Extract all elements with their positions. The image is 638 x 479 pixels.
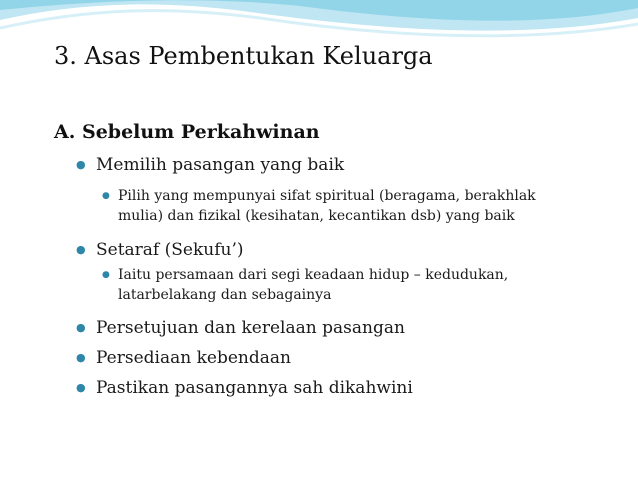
list-item-text: Memilih pasangan yang baik xyxy=(96,155,345,175)
sub-list-item xyxy=(104,265,584,305)
bullet-icon: ● xyxy=(102,191,110,201)
list-item xyxy=(76,347,291,369)
bullet-icon: ● xyxy=(76,381,86,394)
bullet-icon: ● xyxy=(102,270,110,280)
list-item-text: Persediaan kebendaan xyxy=(96,348,291,368)
bullet-icon: ● xyxy=(76,243,86,256)
sub-list-item-text: Pilih yang mempunyai sifat spiritual (beragama, berakhlak mulia) dan fizikal (kesihatan, kecantikan dsb) yang baik xyxy=(118,188,536,224)
list-item xyxy=(76,317,405,339)
list-item xyxy=(76,239,244,261)
list-item-text: Persetujuan dan kerelaan pasangan xyxy=(96,318,405,338)
list-item xyxy=(76,377,413,399)
slide-title: 3. Asas Pembentukan Keluarga xyxy=(54,42,433,70)
sub-list-item xyxy=(104,186,584,226)
bullet-icon: ● xyxy=(76,351,86,364)
list-item-text: Setaraf (Sekufu’) xyxy=(96,240,244,260)
list-item-text: Pastikan pasangannya sah dikahwini xyxy=(96,378,413,398)
bullet-icon: ● xyxy=(76,321,86,334)
section-heading: A. Sebelum Perkahwinan xyxy=(54,121,320,143)
list-item xyxy=(76,154,345,176)
sub-list-item-text: Iaitu persamaan dari segi keadaan hidup – kedudukan, latarbelakang dan sebagainya xyxy=(118,267,509,303)
bullet-icon: ● xyxy=(76,158,86,171)
